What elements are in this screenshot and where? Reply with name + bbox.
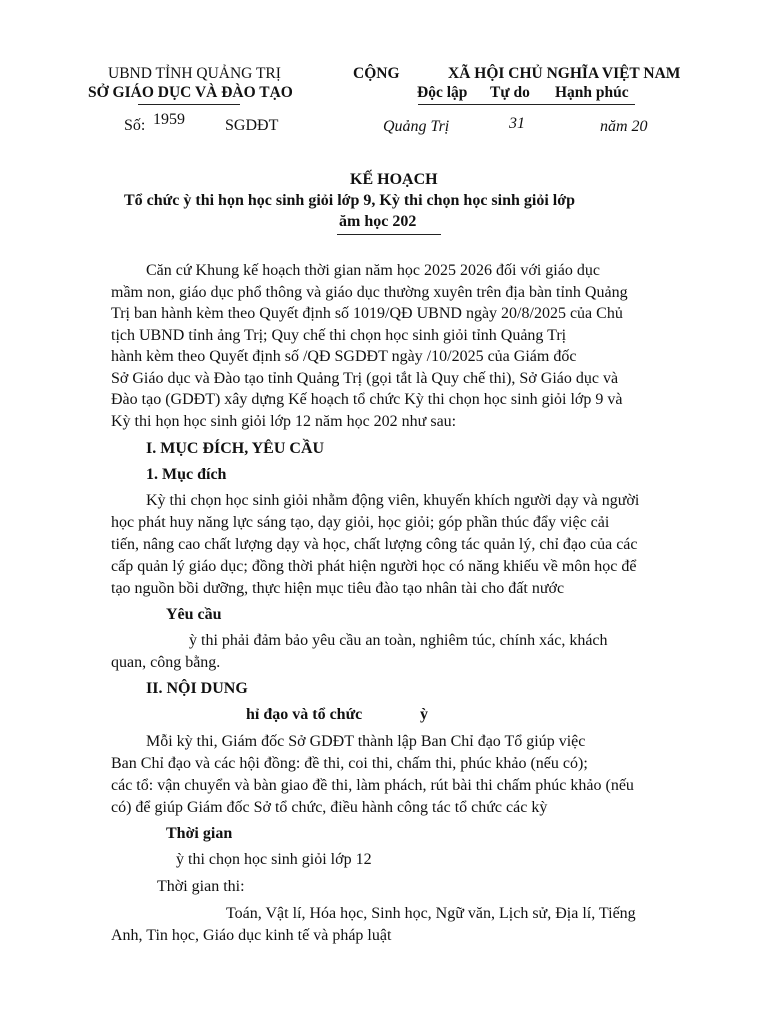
subsection-heading-direction: hỉ đạo và tổ chức (246, 706, 363, 723)
body-line: tiến, nâng cao chất lượng dạy và học, chất lượng công tác quản lý, chỉ đạo của các (111, 536, 638, 553)
body-line: Thời gian thi: (157, 878, 245, 895)
issue-day: 31 (509, 115, 525, 132)
body-line: Toán, Vật lí, Hóa học, Sinh học, Ngữ văn, Lịch sử, Địa lí, Tiếng (226, 905, 636, 922)
agency-line-2: SỞ GIÁO DỤC VÀ ĐÀO TẠO (88, 84, 293, 101)
issue-year: năm 20 (600, 118, 648, 135)
body-line: quan, công bằng. (111, 654, 221, 671)
body-line: cấp quản lý giáo dục; đồng thời phát hiện người học có năng khiếu về môn học để (111, 558, 637, 575)
body-line: Sở Giáo dục và Đào tạo tỉnh Quảng Trị (gọi tắt là Quy chế thi), Sở Giáo dục và (111, 370, 619, 387)
motto-underline (418, 104, 635, 105)
body-line: tịch UBND tỉnh ảng Trị; Quy chế thi chọn học sinh giỏi tỉnh Quảng Trị (111, 327, 567, 344)
body-line: Anh, Tin học, Giáo dục kinh tế và pháp luật (111, 927, 392, 944)
republic-name: XÃ HỘI CHỦ NGHĨA VIỆT NAM (448, 65, 681, 82)
body-line: Căn cứ Khung kế hoạch thời gian năm học 2025 2026 đối với giáo dục (146, 262, 600, 279)
body-line: học phát huy năng lực sáng tạo, dạy giỏi, học giỏi; góp phần thúc đẩy việc cải (111, 514, 610, 531)
document-subtitle-1: Tổ chức ỳ thi họn học sinh giỏi lớp 9, Kỳ thi chọn học sinh giỏi lớp (124, 192, 575, 209)
section-heading-1: I. MỤC ĐÍCH, YÊU CẦU (146, 440, 325, 457)
body-line: ỳ thi chọn học sinh giỏi lớp 12 (176, 851, 372, 868)
document-title: KẾ HOẠCH (350, 171, 438, 188)
subsection-heading-time: Thời gian (166, 825, 233, 842)
agency-underline (138, 104, 240, 105)
body-line: Mỗi kỳ thi, Giám đốc Sở GDĐT thành lập Ban Chỉ đạo Tổ giúp việc (146, 733, 586, 750)
republic-word: CỘNG (353, 65, 400, 82)
body-line: các tổ: vận chuyển và bàn giao đề thi, làm phách, rút bài thi chấm phúc khảo (nếu (111, 777, 634, 794)
body-line: hành kèm theo Quyết định số /QĐ SGDĐT ngày /10/2025 của Giám đốc (111, 348, 577, 365)
motto-3: Hạnh phúc (555, 84, 629, 101)
body-line: có) để giúp Giám đốc Sở tổ chức, điều hành công tác tổ chức các kỳ (111, 799, 548, 816)
title-underline (337, 234, 441, 235)
body-line: Kỳ thi chọn học sinh giỏi nhằm động viên, khuyến khích người dạy và người (146, 492, 640, 509)
body-line: Đào tạo (GDĐT) xây dựng Kế hoạch tổ chức Kỳ thi chọn học sinh giỏi lớp 9 và (111, 391, 623, 408)
issue-place: Quảng Trị (383, 118, 450, 135)
body-line: Ban Chỉ đạo và các hội đồng: đề thi, coi thi, chấm thi, phúc khảo (nếu có); (111, 755, 588, 772)
body-line: Kỳ thi họn học sinh giỏi lớp 12 năm học 202 như sau: (111, 413, 457, 430)
body-line: Trị ban hành kèm theo Quyết định số 1019/QĐ UBND ngày 20/8/2025 của Chủ (111, 305, 623, 322)
body-line: ỳ thi phải đảm bảo yêu cầu an toàn, nghiêm túc, chính xác, khách (189, 632, 608, 649)
body-line: tạo nguồn bồi dưỡng, thực hiện mục tiêu đào tạo nhân tài cho đất nước (111, 580, 565, 597)
subsection-heading-purpose: 1. Mục đích (146, 466, 227, 483)
agency-line-1: UBND TỈNH QUẢNG TRỊ (108, 65, 281, 82)
body-line: mầm non, giáo dục phổ thông và giáo dục thường xuyên trên địa bàn tỉnh Quảng (111, 284, 628, 301)
section-heading-2: II. NỘI DUNG (146, 680, 248, 697)
document-number-label: Số: (124, 117, 146, 134)
document-subtitle-2: ăm học 202 (339, 213, 417, 230)
subsection-heading-direction-tail: ỳ (420, 706, 428, 723)
motto-2: Tự do (490, 84, 530, 101)
document-number: 1959 (153, 111, 185, 128)
document-number-suffix: SGDĐT (225, 117, 279, 134)
motto-1: Độc lập (417, 84, 468, 101)
subsection-heading-requirements: Yêu cầu (166, 606, 222, 623)
